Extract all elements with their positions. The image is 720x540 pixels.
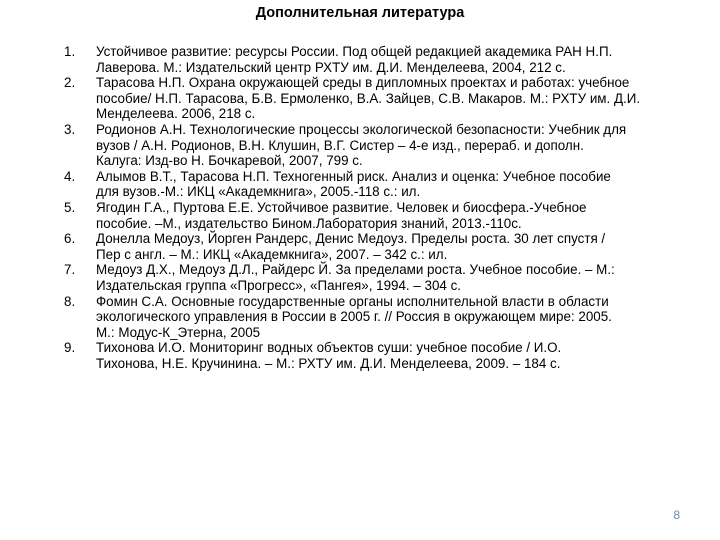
list-item [64, 340, 692, 371]
reference-text: Родионов А.Н. Технологические процессы экологической безопасности: Учебник для вузов / А.Н. Родионов, В.Н. Клушин, В.Г. Систер – 4-е изд., перераб. и дополн. Калуга: Изд-во Н. Бочкаревой, 2007, 799 с. [96, 121, 627, 169]
reference-text: Фомин С.А. Основные государственные органы исполнительной власти в области экологического управления в России в 2005 г. // Россия в окружающем мире: 2005. М.: Модус-К_Этерна, 2005 [96, 293, 612, 340]
item-number: 4. [64, 168, 76, 184]
item-number: 9. [64, 340, 76, 356]
list-item [64, 231, 692, 262]
item-number: 2. [64, 75, 76, 91]
item-number: 7. [64, 262, 76, 278]
list-item [64, 122, 692, 169]
reference-text: Ягодин Г.А., Пуртова Е.Е. Устойчивое развитие. Человек и биосфера.-Учебное пособие. –М., издательство Бином.Лаборатория знаний, 2013.-110с. [96, 199, 587, 231]
reference-text: Тихонова И.О. Мониторинг водных объектов суши: учебное пособие / И.О. Тихонова, Н.Е. Кручинина. – М.: РХТУ им. Д.И. Менделеева, 2009. – 184 с. [96, 340, 562, 371]
list-item [64, 294, 692, 341]
reference-text: Медоуз Д.Х., Медоуз Д.Л., Райдерс Й. За пределами роста. Учебное пособие. – М.: Издательская группа «Прогресс», «Пангея», 1994. – 304 с. [96, 262, 615, 293]
item-number: 6. [64, 231, 76, 247]
list-item [64, 169, 692, 200]
item-number: 1. [64, 44, 76, 59]
reference-text: Алымов В.Т., Тарасова Н.П. Техногенный риск. Анализ и оценка: Учебное пособие для вузов.-М.: ИКЦ «Академкнига», 2005.-118 с.: ил. [96, 168, 611, 200]
list-item [64, 200, 692, 231]
reference-text: Донелла Медоуз, Йорген Рандерс, Денис Медоуз. Пределы роста. 30 лет спустя / Пер с англ. – М.: ИКЦ «Академкнига», 2007. – 342 с.: ил. [96, 231, 606, 262]
page-number: 8 [673, 508, 680, 522]
item-number: 5. [64, 199, 76, 215]
item-number: 8. [64, 293, 76, 309]
list-item [64, 44, 692, 75]
reference-text: Тарасова Н.П. Охрана окружающей среды в дипломных проектах и работах: учебное пособие/ Н.П. Тарасова, Б.В. Ермоленко, В.А. Зайцев, С.В. Макаров. М.: РХТУ им. Д.И. Менделеева. 2006, 218 с. [96, 75, 641, 122]
list-item [64, 262, 692, 293]
reference-list [64, 44, 692, 371]
list-item [64, 75, 692, 122]
item-number: 3. [64, 121, 76, 137]
page-title: Дополнительная литература [255, 5, 465, 21]
reference-text: Устойчивое развитие: ресурсы России. Под общей редакцией академика РАН Н.П. Лаверова. М.: Издательский центр РХТУ им. Д.И. Менделеева, 2004, 212 с. [96, 44, 613, 75]
